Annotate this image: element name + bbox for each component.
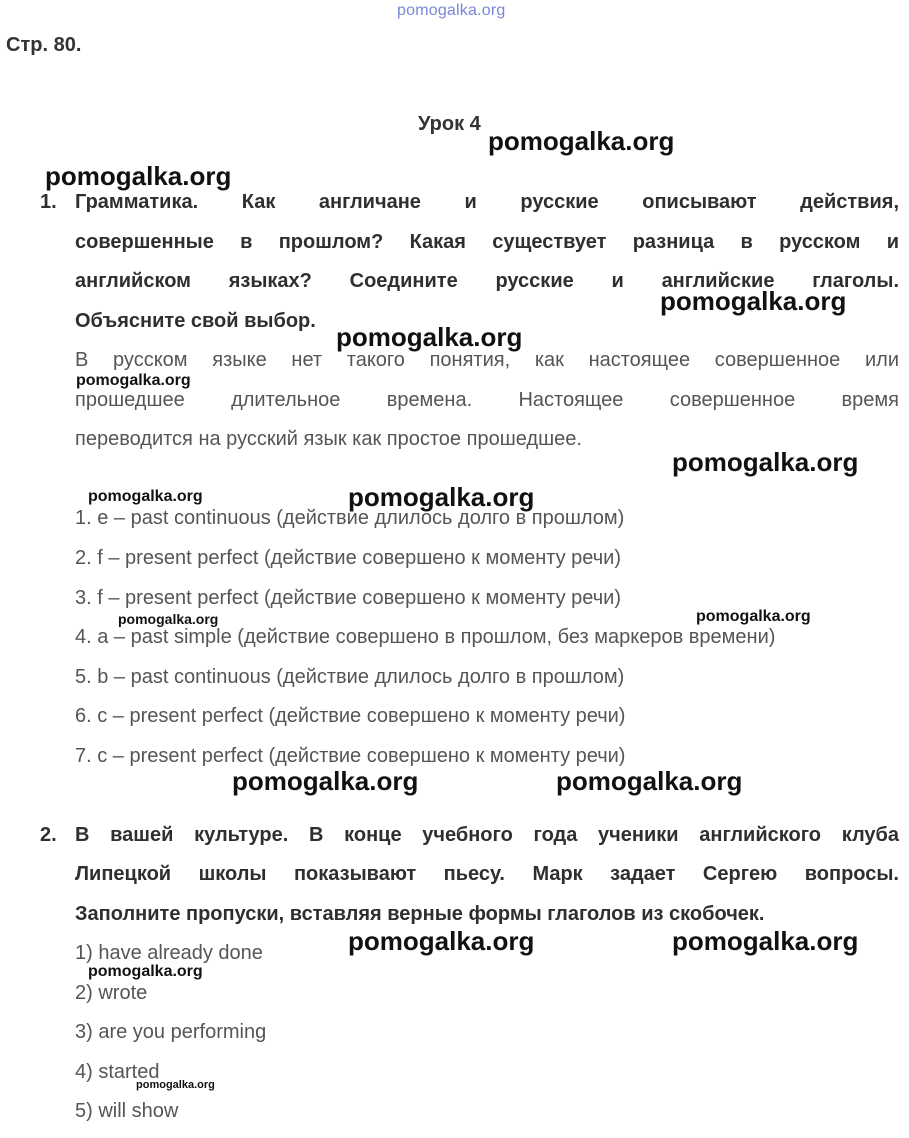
watermark: pomogalka.org — [488, 126, 675, 156]
watermark: pomogalka.org — [348, 482, 535, 512]
watermark: pomogalka.org — [45, 161, 232, 191]
watermark: pomogalka.org — [118, 611, 219, 627]
task2-answer-4: 4) started — [75, 1061, 160, 1083]
task2-answer-3: 3) are you performing — [75, 1021, 267, 1043]
page-number: Стр. 80. — [6, 34, 82, 56]
watermark: pomogalka.org — [76, 372, 191, 389]
task1-answer-5: 5. b – past continuous (действие длилось долго в прошлом) — [75, 666, 625, 688]
task1-answer-2: 2. f – present perfect (действие совершено к моменту речи) — [75, 547, 622, 569]
task1-line-2: совершенные в прошлом? Какая существует разница в русском и — [75, 231, 899, 253]
task1-answer-4: 4. a – past simple (действие совершено в прошлом, без маркеров времени) — [75, 626, 776, 648]
task1-line-4: Объясните свой выбор. — [75, 310, 316, 332]
watermark: pomogalka.org — [136, 1079, 215, 1091]
watermark: pomogalka.org — [336, 322, 523, 352]
task1-answer-7: 7. c – present perfect (действие совершено к моменту речи) — [75, 745, 626, 767]
watermark: pomogalka.org — [696, 608, 811, 625]
task2-number: 2. — [40, 824, 57, 846]
watermark: pomogalka.org — [232, 766, 419, 796]
task1-answer-6: 6. c – present perfect (действие совершено к моменту речи) — [75, 705, 626, 727]
watermark: pomogalka.org — [348, 926, 535, 956]
task2-line-3: Заполните пропуски, вставляя верные формы глаголов из скобочек. — [75, 903, 765, 925]
task2-answer-5: 5) will show — [75, 1100, 179, 1122]
task1-number: 1. — [40, 191, 57, 213]
lesson-title: Урок 4 — [418, 113, 481, 135]
task1-explanation-3: переводится на русский язык как простое прошедшее. — [75, 428, 582, 450]
task2-answer-1: 1) have already done — [75, 942, 263, 964]
site-url: pomogalka.org — [397, 2, 506, 19]
watermark: pomogalka.org — [672, 447, 859, 477]
watermark: pomogalka.org — [88, 963, 203, 980]
task1-explanation-1: В русском языке нет такого понятия, как настоящее совершенное или — [75, 349, 899, 371]
task1-line-1: Грамматика. Как англичане и русские описывают действия, — [75, 191, 899, 213]
task1-line-3: английском языках? Соедините русские и английские глаголы. — [75, 270, 899, 292]
watermark: pomogalka.org — [556, 766, 743, 796]
watermark: pomogalka.org — [660, 286, 847, 316]
task1-answer-1: 1. e – past continuous (действие длилось долго в прошлом) — [75, 507, 625, 529]
task2-line-1: В вашей культуре. В конце учебного года ученики английского клуба — [75, 824, 899, 846]
task1-answer-3: 3. f – present perfect (действие совершено к моменту речи) — [75, 587, 622, 609]
task1-explanation-2: прошедшее длительное времена. Настоящее совершенное время — [75, 389, 899, 411]
watermark: pomogalka.org — [88, 488, 203, 505]
task2-line-2: Липецкой школы показывают пьесу. Марк задает Сергею вопросы. — [75, 863, 899, 885]
task2-answer-2: 2) wrote — [75, 982, 148, 1004]
watermark: pomogalka.org — [672, 926, 859, 956]
